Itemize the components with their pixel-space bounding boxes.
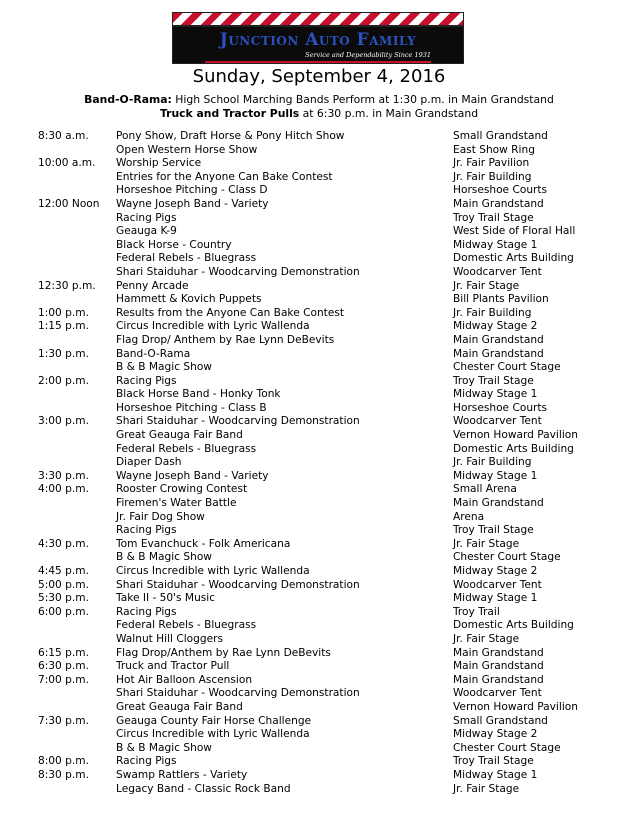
- schedule-time-cell: [0, 565, 102, 579]
- schedule-row: [0, 280, 638, 294]
- schedule-event: Wayne Joseph Band - Variety: [116, 469, 269, 482]
- schedule-time-cell: [0, 619, 102, 633]
- page-title: Sunday, September 4, 2016: [192, 66, 446, 87]
- schedule-row: [0, 647, 638, 661]
- schedule-event: Results from the Anyone Can Bake Contest: [116, 306, 345, 319]
- schedule-row: [0, 524, 638, 538]
- schedule-time-cell: [0, 402, 102, 416]
- schedule-location: Main Grandstand: [453, 197, 544, 210]
- schedule-row: [0, 402, 638, 416]
- schedule-location: Troy Trail Stage: [453, 374, 534, 387]
- schedule-row: [0, 429, 638, 443]
- schedule-row: [0, 212, 638, 226]
- schedule-event: Jr. Fair Dog Show: [116, 510, 205, 523]
- schedule-event: Pony Show, Draft Horse & Pony Hitch Show: [116, 130, 345, 142]
- schedule-time-cell: [0, 375, 102, 389]
- schedule-event: B & B Magic Show: [116, 741, 212, 754]
- schedule-time-cell: [0, 579, 102, 593]
- schedule-time-cell: [0, 225, 102, 239]
- schedule-row: [0, 456, 638, 470]
- schedule-row: [0, 606, 638, 620]
- band-o-rama-text: High School Marching Bands Perform at 1:30 p.m. in Main Grandstand: [171, 93, 554, 106]
- schedule-location: Midway Stage 1: [453, 238, 538, 251]
- schedule-row: [0, 538, 638, 552]
- schedule-event: Federal Rebels - Bluegrass: [116, 442, 257, 455]
- schedule-location: Main Grandstand: [453, 497, 544, 510]
- schedule-time: 2:00 p.m.: [38, 374, 89, 387]
- schedule-event: Worship Service: [116, 157, 202, 170]
- schedule-time-cell: [0, 470, 102, 484]
- schedule-location: Main Grandstand: [453, 673, 544, 686]
- schedule-location: Horseshoe Courts: [453, 184, 548, 197]
- schedule-location: Chester Court Stage: [453, 551, 561, 564]
- schedule-event: Federal Rebels - Bluegrass: [116, 252, 257, 265]
- schedule-time-cell: [0, 307, 102, 321]
- schedule-row: [0, 320, 638, 334]
- schedule-time-cell: [0, 497, 102, 511]
- schedule-time: 5:30 p.m.: [38, 592, 89, 605]
- schedule-time-cell: [0, 429, 102, 443]
- schedule-location: Woodcarver Tent: [453, 687, 542, 700]
- schedule-location: Jr. Fair Building: [453, 306, 532, 319]
- schedule-time-cell: [0, 483, 102, 497]
- sponsor-logo: [172, 12, 464, 64]
- schedule-location: Midway Stage 1: [453, 469, 538, 482]
- schedule-location: Troy Trail Stage: [453, 524, 534, 537]
- logo-tagline: Service and Dependability Since 1931: [305, 51, 431, 59]
- schedule-event: B & B Magic Show: [116, 551, 212, 564]
- schedule-row: [0, 375, 638, 389]
- schedule-event: Take II - 50's Music: [116, 592, 216, 605]
- schedule-event: Shari Staiduhar - Woodcarving Demonstration: [116, 578, 360, 591]
- schedule-location: Domestic Arts Building: [453, 442, 574, 455]
- schedule-location: Vernon Howard Pavilion: [453, 700, 578, 713]
- schedule-time-cell: [0, 415, 102, 429]
- schedule-row: [0, 660, 638, 674]
- schedule-time-cell: [0, 524, 102, 538]
- schedule-time: 8:00 p.m.: [38, 755, 89, 768]
- band-o-rama-label: Band-O-Rama:: [84, 93, 172, 106]
- schedule-time-cell: [0, 361, 102, 375]
- schedule-time-cell: [0, 769, 102, 783]
- schedule-event: Geauga County Fair Horse Challenge: [116, 714, 312, 727]
- schedule-event: Entries for the Anyone Can Bake Contest: [116, 170, 333, 183]
- schedule-time-cell: [0, 592, 102, 606]
- schedule-location: Midway Stage 2: [453, 320, 538, 333]
- schedule-time-cell: [0, 348, 102, 362]
- schedule-time-cell: [0, 701, 102, 715]
- schedule-time: 1:30 p.m.: [38, 347, 89, 360]
- schedule-time-cell: [0, 252, 102, 266]
- schedule-time: 12:00 Noon: [38, 197, 100, 210]
- schedule-row: [0, 443, 638, 457]
- schedule-row: [0, 592, 638, 606]
- schedule-time-cell: [0, 606, 102, 620]
- schedule-row: [0, 198, 638, 212]
- schedule-location: Midway Stage 2: [453, 565, 538, 577]
- schedule-time: 4:45 p.m.: [38, 565, 89, 577]
- schedule-event: Open Western Horse Show: [116, 143, 258, 156]
- schedule-location: Main Grandstand: [453, 646, 544, 659]
- schedule-event: Wayne Joseph Band - Variety: [116, 197, 269, 210]
- schedule-time-cell: [0, 715, 102, 729]
- schedule-row: [0, 565, 638, 579]
- schedule-event: Rooster Crowing Contest: [116, 483, 248, 496]
- schedule-row: [0, 388, 638, 402]
- schedule-location: Jr. Fair Building: [453, 456, 532, 469]
- schedule-event: Shari Staiduhar - Woodcarving Demonstration: [116, 415, 360, 428]
- schedule-location: Troy Trail Stage: [453, 755, 534, 768]
- schedule-time: 6:30 p.m.: [38, 660, 89, 673]
- schedule-time-cell: [0, 742, 102, 756]
- schedule-time-cell: [0, 755, 102, 769]
- schedule-location: Midway Stage 1: [453, 388, 538, 401]
- schedule-event: Tom Evanchuck - Folk Americana: [116, 537, 291, 550]
- schedule-row: [0, 415, 638, 429]
- schedule-time: 10:00 a.m.: [38, 157, 96, 170]
- schedule-location: Woodcarver Tent: [453, 578, 542, 591]
- schedule-row: [0, 619, 638, 633]
- schedule-row: [0, 144, 638, 158]
- schedule-time-cell: [0, 334, 102, 348]
- schedule-time: 8:30 a.m.: [38, 130, 89, 142]
- schedule-time: 4:30 p.m.: [38, 537, 89, 550]
- schedule-time-cell: [0, 293, 102, 307]
- schedule-time: 1:15 p.m.: [38, 320, 89, 333]
- schedule-location: East Show Ring: [453, 143, 535, 156]
- schedule-row: [0, 674, 638, 688]
- schedule-row: [0, 225, 638, 239]
- schedule-location: Midway Stage 1: [453, 592, 538, 605]
- schedule-event: Black Horse - Country: [116, 238, 232, 251]
- schedule-row: [0, 252, 638, 266]
- schedule-row: [0, 184, 638, 198]
- logo-title: Junction Auto Family: [219, 30, 417, 50]
- band-o-rama-note: [0, 93, 638, 106]
- schedule-location: Small Grandstand: [453, 130, 548, 142]
- schedule-location: Troy Trail Stage: [453, 211, 534, 224]
- schedule-event: Hot Air Balloon Ascension: [116, 673, 253, 686]
- schedule-event: Truck and Tractor Pull: [116, 660, 230, 673]
- schedule-event: Racing Pigs: [116, 524, 177, 537]
- schedule-row: [0, 687, 638, 701]
- schedule-row: [0, 266, 638, 280]
- schedule-row: [0, 755, 638, 769]
- schedule-event: Flag Drop/Anthem by Rae Lynn DeBevits: [116, 646, 331, 659]
- schedule-time: 6:15 p.m.: [38, 646, 89, 659]
- schedule-row: [0, 348, 638, 362]
- schedule-time-cell: [0, 728, 102, 742]
- schedule-time-cell: [0, 388, 102, 402]
- schedule-time: 7:00 p.m.: [38, 673, 89, 686]
- schedule-event: Horseshoe Pitching - Class D: [116, 184, 268, 197]
- schedule-row: [0, 742, 638, 756]
- schedule-location: Troy Trail: [453, 605, 500, 618]
- schedule-location: Bill Plants Pavilion: [453, 293, 549, 306]
- schedule-event: Legacy Band - Classic Rock Band: [116, 782, 291, 795]
- schedule-location: Woodcarver Tent: [453, 415, 542, 428]
- schedule-time-cell: [0, 551, 102, 565]
- logo-stripe-band: [172, 12, 464, 26]
- schedule-row: [0, 334, 638, 348]
- schedule-time-cell: [0, 198, 102, 212]
- truck-pull-text: at 6:30 p.m. in Main Grandstand: [299, 107, 479, 120]
- truck-pull-note: [0, 107, 638, 120]
- schedule-event: Geauga K-9: [116, 225, 177, 238]
- schedule-time-cell: [0, 633, 102, 647]
- schedule-location: Jr. Fair Stage: [453, 537, 520, 550]
- schedule-row: [0, 701, 638, 715]
- schedule-event: Hammett & Kovich Puppets: [116, 293, 262, 306]
- schedule-event: Federal Rebels - Bluegrass: [116, 619, 257, 632]
- schedule-event: Great Geauga Fair Band: [116, 700, 243, 713]
- schedule-location: Jr. Fair Building: [453, 170, 532, 183]
- schedule-event: Circus Incredible with Lyric Wallenda: [116, 565, 310, 577]
- schedule-event: Walnut Hill Cloggers: [116, 632, 224, 645]
- logo-inner: [205, 30, 431, 63]
- schedule-time: 1:00 p.m.: [38, 306, 89, 319]
- schedule-time-cell: [0, 443, 102, 457]
- schedule-event: Great Geauga Fair Band: [116, 429, 243, 442]
- schedule-event: Circus Incredible with Lyric Wallenda: [116, 320, 310, 333]
- schedule-row: [0, 728, 638, 742]
- schedule-event: Diaper Dash: [116, 456, 182, 469]
- schedule-time-cell: [0, 212, 102, 226]
- schedule-event: Racing Pigs: [116, 211, 177, 224]
- schedule-row: [0, 783, 638, 797]
- schedule-event: Racing Pigs: [116, 374, 177, 387]
- schedule-row: [0, 361, 638, 375]
- schedule-row: [0, 470, 638, 484]
- schedule-location: Midway Stage 2: [453, 728, 538, 741]
- schedule-location: Chester Court Stage: [453, 361, 561, 374]
- schedule-location: Horseshoe Courts: [453, 401, 548, 414]
- schedule-time: 12:30 p.m.: [38, 279, 96, 292]
- schedule-location: Midway Stage 1: [453, 768, 538, 781]
- schedule-time-cell: [0, 687, 102, 701]
- schedule-row: [0, 307, 638, 321]
- schedule-time-cell: [0, 647, 102, 661]
- schedule-event: Shari Staiduhar - Woodcarving Demonstration: [116, 687, 360, 700]
- schedule-time-cell: [0, 783, 102, 797]
- schedule-location: Small Arena: [453, 483, 517, 496]
- schedule-event: Horseshoe Pitching - Class B: [116, 401, 267, 414]
- schedule-time-cell: [0, 660, 102, 674]
- schedule-event: Shari Staiduhar - Woodcarving Demonstration: [116, 265, 360, 278]
- schedule-event: Circus Incredible with Lyric Wallenda: [116, 728, 310, 741]
- schedule-location: Jr. Fair Pavilion: [453, 157, 530, 170]
- schedule-time: 5:00 p.m.: [38, 578, 89, 591]
- schedule-time: 3:00 p.m.: [38, 415, 89, 428]
- schedule-time-cell: [0, 456, 102, 470]
- schedule-event: Black Horse Band - Honky Tonk: [116, 388, 281, 401]
- schedule-row: [0, 130, 638, 144]
- schedule-event: B & B Magic Show: [116, 361, 212, 374]
- schedule-row: [0, 497, 638, 511]
- schedule-event: Racing Pigs: [116, 755, 177, 768]
- schedule-event: Band-O-Rama: [116, 347, 191, 360]
- truck-pull-label: Truck and Tractor Pulls: [159, 107, 300, 120]
- schedule-time-cell: [0, 239, 102, 253]
- schedule-time: 4:00 p.m.: [38, 483, 89, 496]
- schedule-location: Woodcarver Tent: [453, 265, 542, 278]
- schedule-time-cell: [0, 320, 102, 334]
- schedule-event: Swamp Rattlers - Variety: [116, 768, 248, 781]
- schedule-time-cell: [0, 171, 102, 185]
- schedule-time: 8:30 p.m.: [38, 768, 89, 781]
- schedule-row: [0, 715, 638, 729]
- schedule-list: [0, 130, 638, 796]
- schedule-time-cell: [0, 674, 102, 688]
- schedule-location: Small Grandstand: [453, 714, 548, 727]
- schedule-row: [0, 579, 638, 593]
- schedule-location: Main Grandstand: [453, 660, 544, 673]
- schedule-location: Chester Court Stage: [453, 741, 561, 754]
- schedule-time-cell: [0, 266, 102, 280]
- schedule-row: [0, 769, 638, 783]
- schedule-location: Jr. Fair Stage: [453, 632, 520, 645]
- schedule-event: Flag Drop/ Anthem by Rae Lynn DeBevits: [116, 333, 335, 346]
- schedule-location: Domestic Arts Building: [453, 619, 574, 632]
- schedule-row: [0, 239, 638, 253]
- schedule-location: Main Grandstand: [453, 333, 544, 346]
- schedule-time-cell: [0, 538, 102, 552]
- schedule-time: 7:30 p.m.: [38, 714, 89, 727]
- schedule-row: [0, 293, 638, 307]
- schedule-location: West Side of Floral Hall: [453, 225, 576, 238]
- schedule-time-cell: [0, 130, 102, 144]
- schedule-location: Jr. Fair Stage: [453, 279, 520, 292]
- schedule-event: Firemen's Water Battle: [116, 497, 237, 510]
- schedule-time-cell: [0, 511, 102, 525]
- logo-panel: [172, 26, 464, 64]
- schedule-location: Domestic Arts Building: [453, 252, 574, 265]
- schedule-time-cell: [0, 280, 102, 294]
- schedule-event: Racing Pigs: [116, 605, 177, 618]
- schedule-location: Arena: [453, 510, 485, 523]
- schedule-time: 6:00 p.m.: [38, 605, 89, 618]
- schedule-location: Main Grandstand: [453, 347, 544, 360]
- schedule-time: 3:30 p.m.: [38, 469, 89, 482]
- schedule-row: [0, 483, 638, 497]
- schedule-row: [0, 511, 638, 525]
- schedule-row: [0, 157, 638, 171]
- schedule-time-cell: [0, 144, 102, 158]
- schedule-row: [0, 171, 638, 185]
- schedule-row: [0, 551, 638, 565]
- schedule-location: Jr. Fair Stage: [453, 782, 520, 795]
- schedule-event: Penny Arcade: [116, 279, 189, 292]
- schedule-row: [0, 633, 638, 647]
- schedule-location: Vernon Howard Pavilion: [453, 429, 578, 442]
- schedule-time-cell: [0, 184, 102, 198]
- schedule-time-cell: [0, 157, 102, 171]
